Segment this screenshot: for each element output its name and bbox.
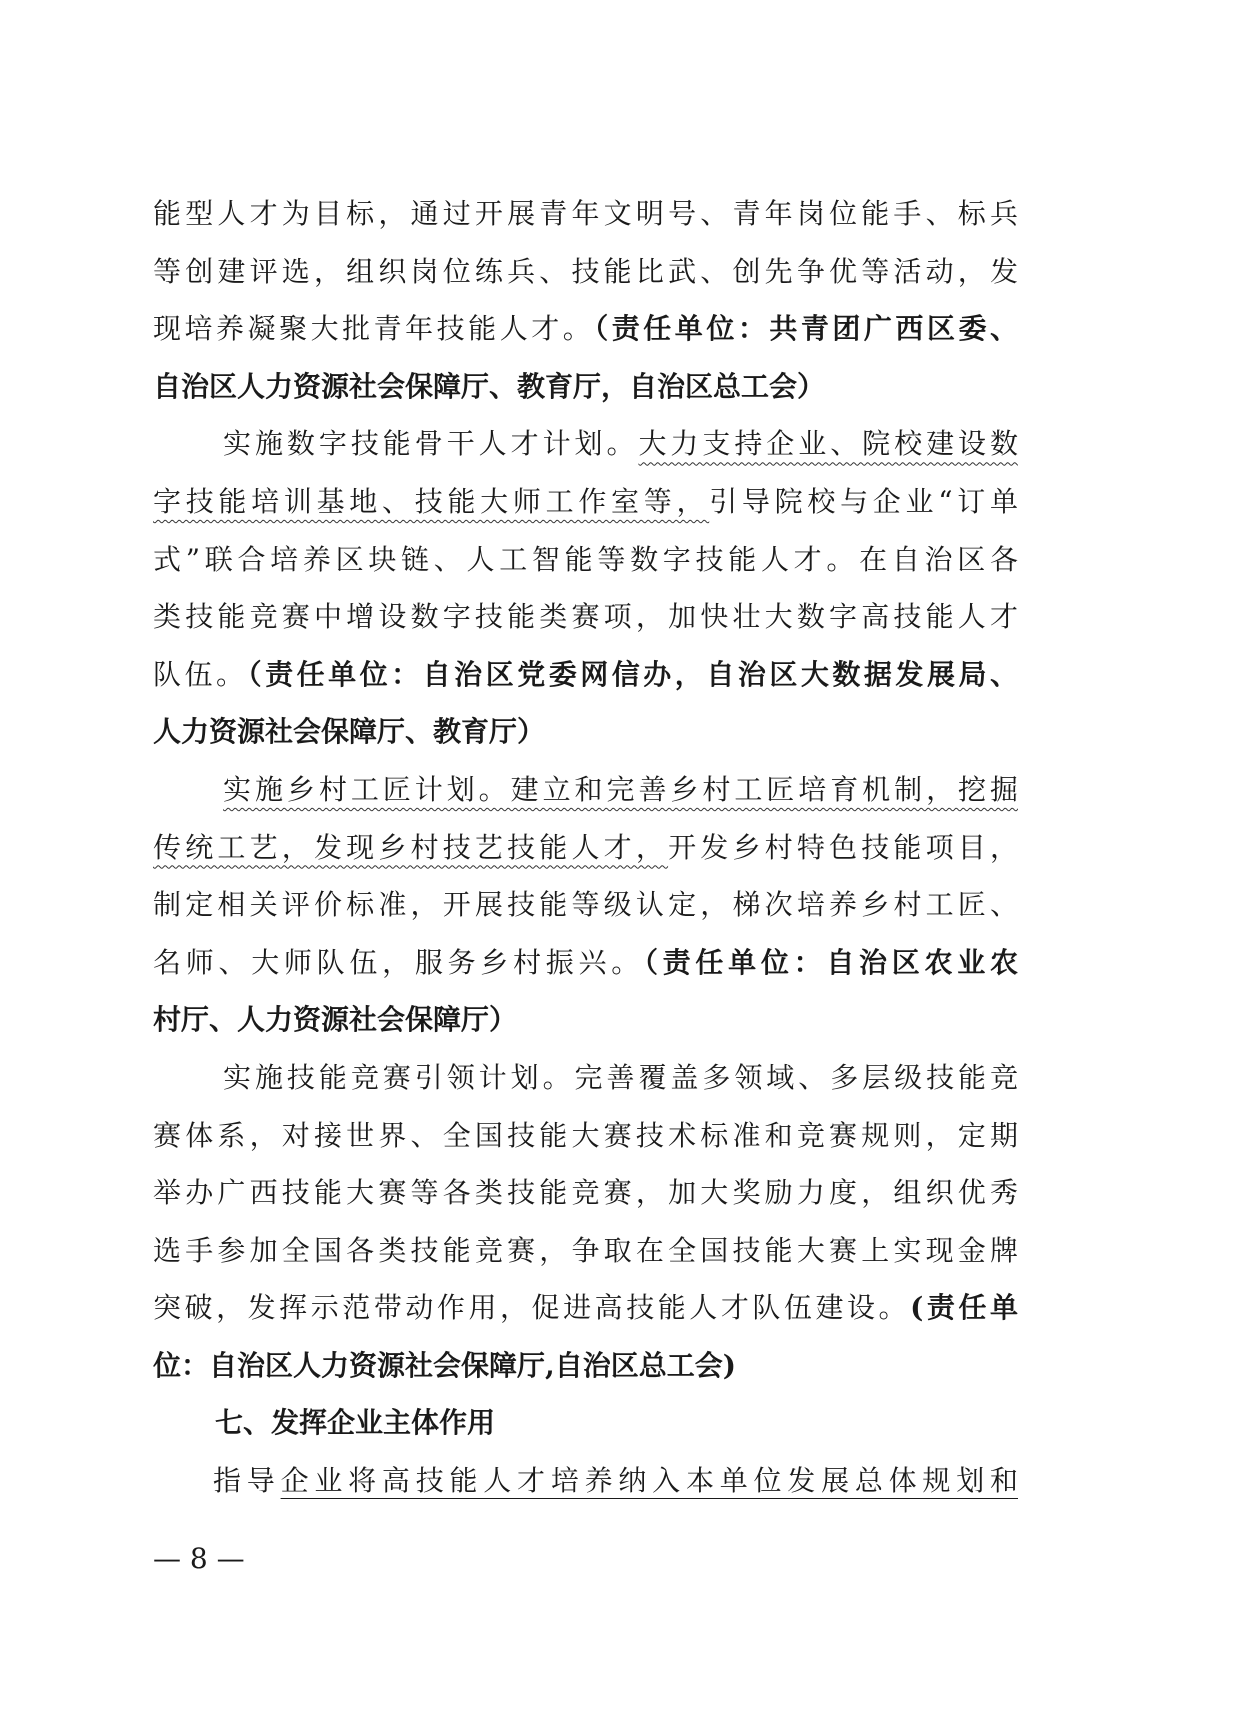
text-line: 举办广西技能大赛等各类技能竞赛，加大奖励力度，组织优秀: [153, 1176, 1018, 1210]
text-line: 字技能培训基地、技能大师工作室等，引导院校与企业“订单: [153, 484, 1018, 518]
text-line: 人力资源社会保障厅、教育厅）: [153, 715, 546, 749]
text-line: 村厅、人力资源社会保障厅）: [153, 1003, 518, 1037]
text-line: 指导企业将高技能人才培养纳入本单位发展总体规划和: [213, 1464, 1018, 1498]
text-line: 等创建评选，组织岗位练兵、技能比武、创先争优等活动，发: [153, 254, 1018, 288]
text-line: 制定相关评价标准，开展技能等级认定，梯次培养乡村工匠、: [153, 888, 1018, 922]
text-line: 位：自治区人力资源社会保障厅,自治区总工会): [153, 1348, 736, 1382]
text-line: 赛体系，对接世界、全国技能大赛技术标准和竞赛规则，定期: [153, 1118, 1018, 1152]
text-line: 队伍。（责任单位：自治区党委网信办，自治区大数据发展局、: [153, 657, 1018, 691]
section-heading: 七、发挥企业主体作用: [215, 1406, 496, 1440]
text-line: 式”联合培养区块链、人工智能等数字技能人才。在自治区各: [153, 542, 1018, 576]
document-body: [153, 185, 1018, 1510]
text-line: 选手参加全国各类技能竞赛，争取在全国技能大赛上实现金牌: [153, 1233, 1018, 1267]
text-line: 实施数字技能骨干人才计划。大力支持企业、院校建设数: [223, 427, 1018, 461]
text-line: 实施技能竞赛引领计划。完善覆盖多领域、多层级技能竞: [223, 1060, 1018, 1094]
text-line: 自治区人力资源社会保障厅、教育厅，自治区总工会）: [153, 369, 826, 403]
text-line: 实施乡村工匠计划。建立和完善乡村工匠培育机制，挖掘: [223, 772, 1018, 806]
text-line: 突破，发挥示范带动作用，促进高技能人才队伍建设。(责任单: [153, 1291, 1018, 1325]
text-line: 传统工艺，发现乡村技艺技能人才，开发乡村特色技能项目，: [153, 830, 1018, 864]
text-line: 类技能竞赛中增设数字技能类赛项，加快壮大数字高技能人才: [153, 600, 1018, 634]
text-line: 能型人才为目标，通过开展青年文明号、青年岗位能手、标兵: [153, 197, 1018, 230]
text-line: 现培养凝聚大批青年技能人才。（责任单位：共青团广西区委、: [153, 312, 1018, 346]
text-line: 名师、大师队伍，服务乡村振兴。（责任单位：自治区农业农: [153, 945, 1018, 979]
page-number: — 8 —: [153, 1542, 245, 1575]
